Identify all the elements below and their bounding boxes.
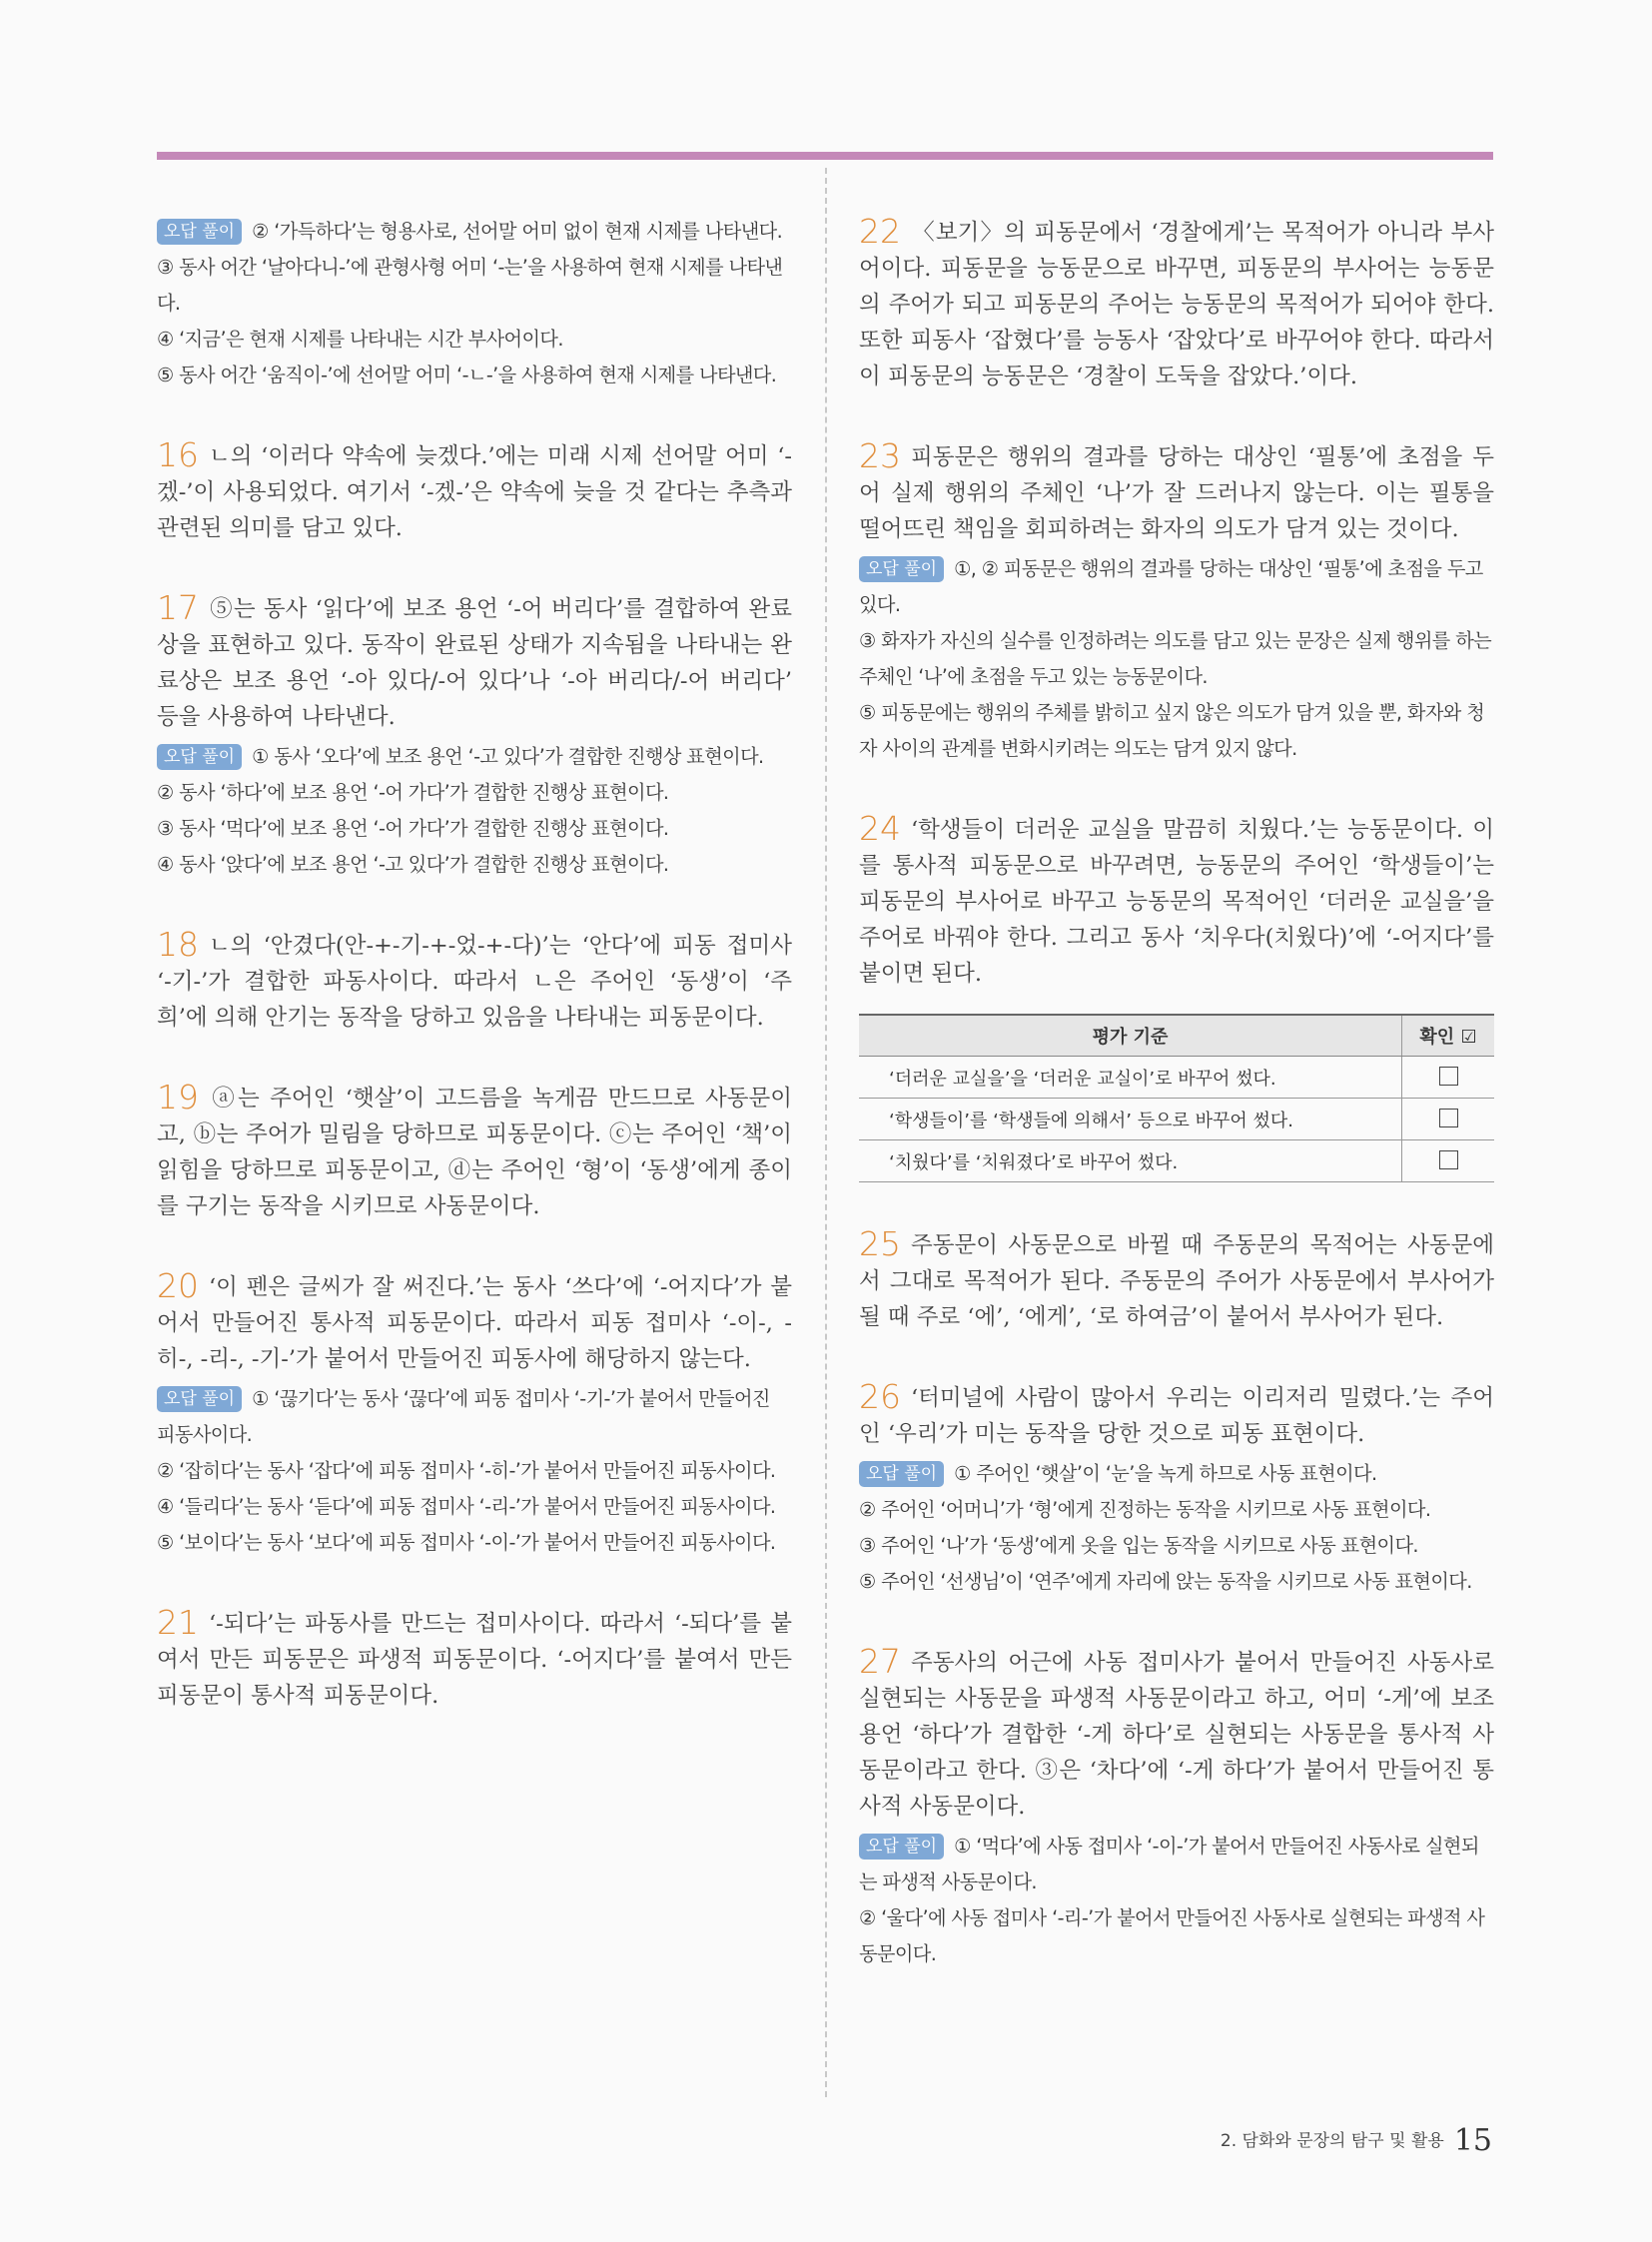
answer-number: 24 [859,809,901,848]
answer-20: 20 ‘이 펜은 글씨가 잘 써진다.’는 동사 ‘쓰다’에 ‘-어지다’가 붙어서 만들어진 통사적 피동문이다. 따라서 피동 접미사 ‘-이-, -히-, -리-, -기-’가 붙어서 만들어진 피동사에 해당하지 않는다. 오답 풀이 ① ‘끊기다’는 동사 ‘끊다’에 피동 접미사 ‘-기-’가 붙어서 만들어진 피동사이다. ② ‘잡히다’는 동사 ‘잡다’에 피동 접미사 ‘-히-’가 붙어서 만들어진 피동사이다. ④ ‘들리다’는 동사 ‘듣다’에 피동 접미사 ‘-리-’가 붙어서 만들어진 피동사이다. ⑤ ‘보이다’는 동사 ‘보다’에 피동 접미사 ‘-이-’가 붙어서 만들어진 피동사이다. [157,1266,792,1554]
answer-number: 22 [859,212,901,251]
answer-22: 22 〈보기〉의 피동문에서 ‘경찰에게’는 목적어가 아니라 부사어이다. 피동문을 능동문으로 바꾸면, 피동문의 부사어는 능동문의 주어가 되고 피동문의 주어는 능동문의 목적어가 되어야 한다. 또한 피동사 ‘잡혔다’를 능동사 ‘잡았다’로 바꾸어야 한다. 따라서 이 피동문의 능동문은 ‘경찰이 도둑을 잡았다.’이다. [859,212,1494,389]
answer-number: 16 [157,435,199,474]
wrong-answer-badge: 오답 풀이 [157,744,242,770]
evaluation-criteria-table [859,1014,1494,1182]
wrong-answer-badge: 오답 풀이 [157,1386,242,1412]
table-row: ‘학생들이’를 ‘학생들에 의해서’ 등으로 바꾸어 썼다. [859,1099,1494,1140]
checkbox[interactable] [1439,1109,1458,1127]
page-footer [1221,2123,1492,2158]
answer-18: 18 ㄴ의 ‘안겼다(안-+-기-+-었-+-다)’는 ‘안다’에 피동 접미사 ‘-기-’가 결합한 파동사이다. 따라서 ㄴ은 주어인 ‘동생’이 ‘주희’에 의해 안기는 동작을 당하고 있음을 나타내는 피동문이다. [157,925,792,1031]
page-number: 15 [1453,2123,1492,2158]
answer-17: 17 ⑤는 동사 ‘읽다’에 보조 용언 ‘-어 버리다’를 결합하여 완료상을 표현하고 있다. 동작이 완료된 상태가 지속됨을 나타내는 완료상은 보조 용언 ‘-아 있다/-어 있다’나 ‘-아 버리다/-어 버리다’ 등을 사용하여 나타낸다. 오답 풀이 ① 동사 ‘오다’에 보조 용언 ‘-고 있다’가 결합한 진행상 표현이다. ② 동사 ‘하다’에 보조 용언 ‘-어 가다’가 결합한 진행상 표현이다. ③ 동사 ‘먹다’에 보조 용언 ‘-어 가다’가 결합한 진행상 표현이다. ④ 동사 ‘앉다’에 보조 용언 ‘-고 있다’가 결합한 진행상 표현이다. [157,588,792,876]
table-row: ‘더러운 교실을’을 ‘더러운 교실이’로 바꾸어 썼다. [859,1057,1494,1099]
criteria-header: 평가 기준 [859,1015,1402,1057]
answer-number: 25 [859,1224,901,1263]
answer-number: 27 [859,1642,901,1681]
checkbox[interactable] [1439,1150,1458,1169]
answer-19: 19 ⓐ는 주어인 ‘햇살’이 고드름을 녹게끔 만드므로 사동문이고, ⓑ는 주어가 밀림을 당하므로 피동문이다. ⓒ는 주어인 ‘책’이 읽힘을 당하므로 피동문이고, ⓓ는 주어인 ‘형’이 ‘동생’에게 종이를 구기는 동작을 시키므로 사동문이다. [157,1078,792,1219]
answer-number: 21 [157,1603,199,1642]
header-rule [157,152,1493,160]
answer-23: 23 피동문은 행위의 결과를 당하는 대상인 ‘필통’에 초점을 두어 실제 행위의 주체인 ‘나’가 잘 드러나지 않는다. 이는 필통을 떨어뜨린 책임을 회피하려는 화자의 의도가 담겨 있는 것이다. 오답 풀이 ①, ② 피동문은 행위의 결과를 당하는 대상인 ‘필통’에 초점을 두고 있다. ③ 화자가 자신의 실수를 인정하려는 의도를 담고 있는 문장은 실제 행위를 하는 주체인 ‘나’에 초점을 두고 있는 능동문이다. ⑤ 피동문에는 행위의 주체를 밝히고 싶지 않은 의도가 담겨 있을 뿐, 화자와 청자 사이의 관계를 변화시키려는 의도는 담겨 있지 않다. [859,436,1494,760]
answer-number: 23 [859,436,901,475]
wrong-answer-badge: 오답 풀이 [859,1461,944,1487]
check-header: 확인 ☑ [1402,1015,1495,1057]
answer-number: 20 [157,1266,199,1305]
q15-explanation: 오답 풀이 ② ‘가득하다’는 형용사로, 선어말 어미 없이 현재 시제를 나타낸다. ③ 동사 어간 ‘날아다니-’에 관형사형 어미 ‘-는’을 사용하여 현재 시제를 나타낸다. ④ ‘지금’은 현재 시제를 나타내는 시간 부사어이다. ⑤ 동사 어간 ‘움직이-’에 선어말 어미 ‘-ㄴ-’을 사용하여 현재 시제를 나타낸다. [157,220,783,386]
left-column [157,214,792,1714]
column-divider [825,168,827,2097]
answer-16: 16 ㄴ의 ‘이러다 약속에 늦겠다.’에는 미래 시제 선어말 어미 ‘-겠-’이 사용되었다. 여기서 ‘-겠-’은 약속에 늦을 것 같다는 추측과 관련된 의미를 담고 있다. [157,435,792,541]
answer-25: 25 주동문이 사동문으로 바뀔 때 주동문의 목적어는 사동문에서 그대로 목적어가 된다. 주동문의 주어가 사동문에서 부사어가 될 때 주로 ‘에’, ‘에게’, ‘로 하여금’이 붙어서 부사어가 된다. [859,1224,1494,1330]
answer-27: 27 주동사의 어근에 사동 접미사가 붙어서 만들어진 사동사로 실현되는 사동문을 파생적 사동문이라고 하고, 어미 ‘-게’에 보조 용언 ‘하다’가 결합한 ‘-게 하다’로 실현되는 사동문을 통사적 사동문이라고 한다. ③은 ‘차다’에 ‘-게 하다’가 붙어서 만들어진 통사적 사동문이다. 오답 풀이 ① ‘먹다’에 사동 접미사 ‘-이-’가 붙어서 만들어진 사동사로 실현되는 파생적 사동문이다. ② ‘울다’에 사동 접미사 ‘-리-’가 붙어서 만들어진 사동사로 실현되는 파생적 사동문이다. [859,1642,1494,1965]
wrong-answer-badge: 오답 풀이 [859,1834,944,1860]
answer-number: 18 [157,925,199,964]
wrong-answer-badge: 오답 풀이 [859,556,944,582]
answer-number: 26 [859,1377,901,1416]
answer-26: 26 ‘터미널에 사람이 많아서 우리는 이리저리 밀렸다.’는 주어인 ‘우리’가 미는 동작을 당한 것으로 피동 표현이다. 오답 풀이 ① 주어인 ‘햇살’이 ‘눈’을 녹게 하므로 사동 표현이다. ② 주어인 ‘어머니’가 ‘형’에게 진정하는 동작을 시키므로 사동 표현이다. ③ 주어인 ‘나’가 ‘동생’에게 옷을 입는 동작을 시키므로 사동 표현이다. ⑤ 주어인 ‘선생님’이 ‘연주’에게 자리에 앉는 동작을 시키므로 사동 표현이다. [859,1377,1494,1593]
answer-number: 17 [157,588,199,627]
checkbox[interactable] [1439,1067,1458,1086]
wrong-answer-badge: 오답 풀이 [157,219,242,245]
answer-24: 24 ‘학생들이 더러운 교실을 말끔히 치웠다.’는 능동문이다. 이를 통사적 피동문으로 바꾸려면, 능동문의 주어인 ‘학생들이’는 피동문의 부사어로 바꾸고 능동문의 목적어인 ‘더러운 교실을’을 주어로 바꿔야 한다. 그리고 동사 ‘치우다(치웠다)’에 ‘-어지다’를 붙이면 된다. 평가 기준 확인 ☑ ‘더러운 교실을’을 ‘더러운 교실이’로 바꾸어 썼다. ‘학생들이’를 ‘학생들에 의해서’ 등으로 바꾸어 썼다. ‘치웠다’를 ‘치워졌다’로 바꾸어 썼다. [859,811,1494,1182]
answer-21: 21 ‘-되다’는 파동사를 만드는 접미사이다. 따라서 ‘-되다’를 붙여서 만든 피동문은 파생적 피동문이다. ‘-어지다’를 붙여서 만든 피동문이 통사적 피동문이다. [157,1603,792,1709]
table-row: ‘치웠다’를 ‘치워졌다’로 바꾸어 썼다. [859,1140,1494,1182]
section-title: 2. 담화와 문장의 탐구 및 활용 [1220,2131,1444,2151]
answer-number: 19 [157,1078,199,1117]
right-column [859,214,1494,1972]
